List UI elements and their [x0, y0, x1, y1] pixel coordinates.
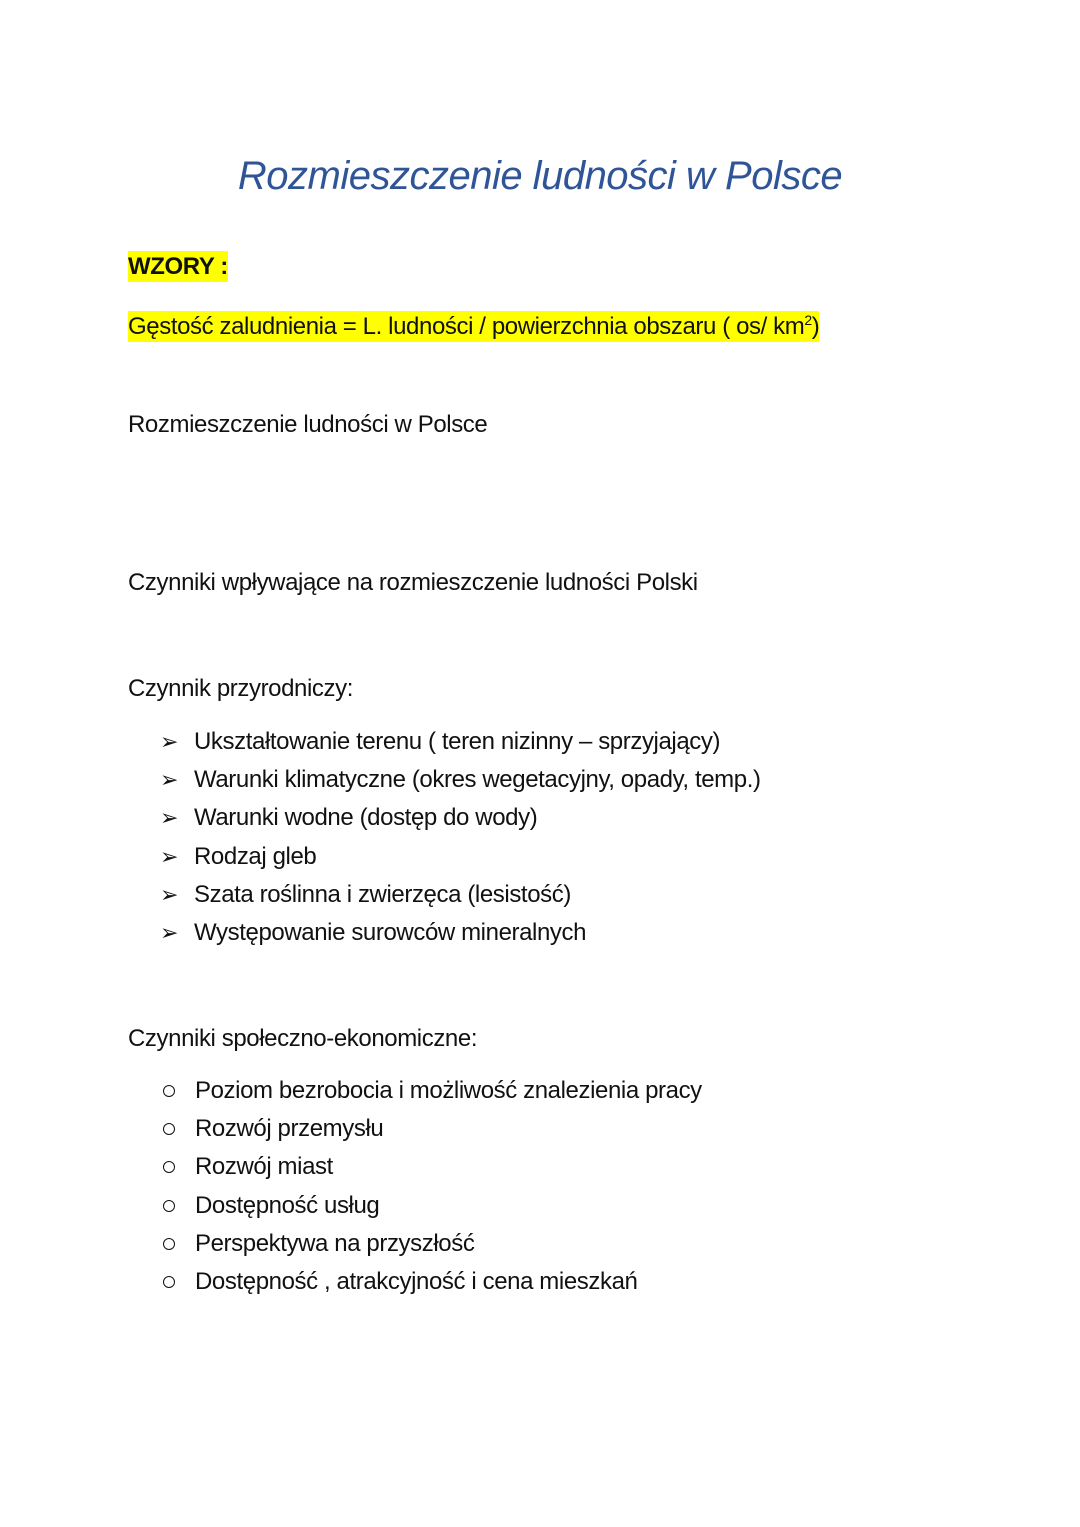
socio-heading: Czynniki społeczno-ekonomiczne: — [128, 1025, 478, 1052]
natural-list — [160, 723, 761, 952]
list-item — [160, 723, 761, 761]
list-item — [160, 1148, 702, 1186]
formula-line — [128, 305, 819, 342]
list-item — [160, 761, 761, 799]
item-text: Ukształtowanie terenu ( teren nizinny – sprzyjający) — [194, 728, 721, 756]
item-text: Warunki wodne (dostęp do wody) — [194, 804, 538, 832]
formulas-label — [128, 252, 228, 282]
item-text: Dostępność , atrakcyjność i cena mieszkań — [195, 1268, 638, 1296]
item-text: Rozwój przemysłu — [195, 1115, 384, 1143]
item-text: Rodzaj gleb — [194, 842, 317, 870]
arrow-bullet-icon: ➢ — [160, 805, 179, 831]
list-item — [160, 1187, 702, 1225]
page-title: Rozmieszczenie ludności w Polsce — [237, 154, 843, 198]
circle-bullet-icon — [163, 1085, 175, 1097]
formulas-label-text: WZORY : — [128, 253, 228, 280]
list-item — [160, 1225, 702, 1263]
item-text: Dostępność usług — [195, 1191, 380, 1219]
subtitle: Rozmieszczenie ludności w Polsce — [128, 411, 488, 438]
list-item — [160, 1110, 702, 1148]
item-text: Rozwój miast — [195, 1153, 333, 1181]
circle-bullet-icon — [163, 1276, 175, 1288]
formula-sup: 2 — [804, 312, 812, 328]
list-item — [160, 799, 761, 837]
formula-text: Gęstość zaludnienia = L. ludności / powierzchnia obszaru ( os/ km — [128, 313, 805, 340]
list-item — [160, 1263, 702, 1301]
item-text: Szata roślinna i zwierzęca (lesistość) — [194, 880, 571, 908]
arrow-bullet-icon: ➢ — [160, 881, 179, 907]
list-item — [160, 914, 761, 952]
list-item — [160, 876, 761, 914]
circle-bullet-icon — [163, 1200, 175, 1212]
formula-close: ) — [811, 313, 820, 340]
item-text: Występowanie surowców mineralnych — [194, 919, 587, 947]
item-text: Warunki klimatyczne (okres wegetacyjny, opady, temp.) — [194, 766, 761, 794]
list-item — [160, 1072, 702, 1110]
formula-highlight — [128, 311, 819, 342]
circle-bullet-icon — [163, 1161, 175, 1173]
natural-heading: Czynnik przyrodniczy: — [128, 675, 354, 702]
factors-heading: Czynniki wpływające na rozmieszczenie ludności Polski — [128, 569, 698, 596]
arrow-bullet-icon: ➢ — [160, 767, 179, 793]
arrow-bullet-icon: ➢ — [160, 729, 179, 755]
list-item — [160, 838, 761, 876]
socio-list — [160, 1072, 702, 1301]
circle-bullet-icon — [163, 1123, 175, 1135]
arrow-bullet-icon: ➢ — [160, 920, 179, 946]
arrow-bullet-icon: ➢ — [160, 843, 179, 869]
circle-bullet-icon — [163, 1238, 175, 1250]
item-text: Poziom bezrobocia i możliwość znalezienia pracy — [195, 1077, 702, 1105]
item-text: Perspektywa na przyszłość — [195, 1229, 475, 1257]
